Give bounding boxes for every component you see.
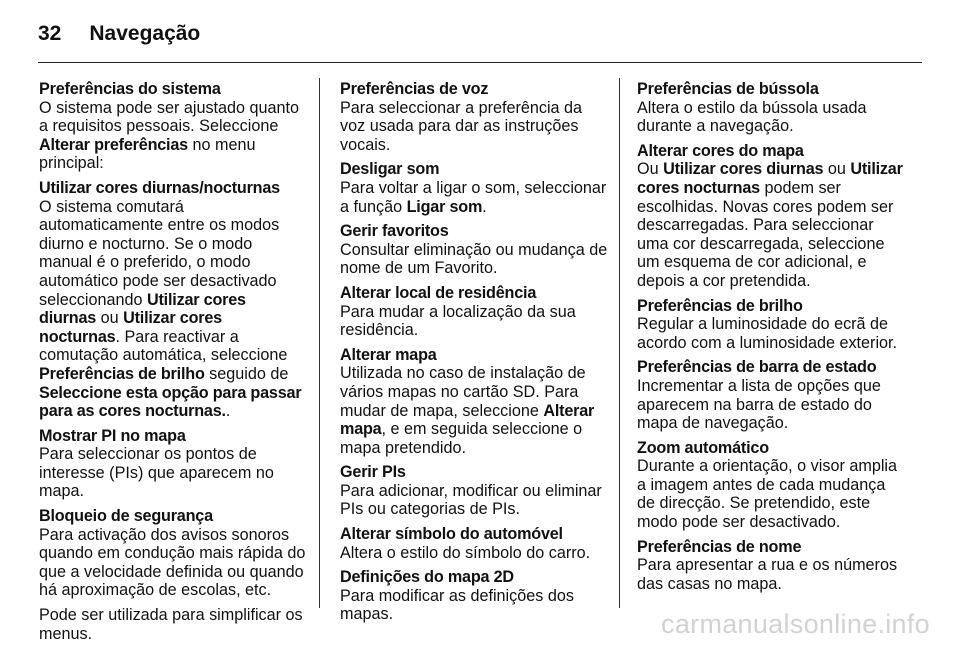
page-number: 32 bbox=[38, 22, 62, 45]
section-cores-diurnas-nocturnas bbox=[39, 179, 307, 421]
section-text: Altera o estilo da bússola usada durante a navegação. bbox=[637, 98, 867, 136]
text-run: . bbox=[482, 197, 487, 216]
section-text: Consultar eliminação ou mudança de nome de um Favorito. bbox=[340, 240, 608, 278]
text-run: , e em seguida seleccione o mapa pretendido. bbox=[340, 420, 583, 457]
text-run: Utilizada no caso de instalação de vários mapas no cartão SD. Para mudar de mapa, seleccione bbox=[340, 364, 586, 420]
page-title: Navegação bbox=[89, 22, 201, 45]
text-run: O sistema comutará automaticamente entre os modos diurno e nocturno. Se o modo manual é o preferido, o modo automático pode ser desactivado seleccionando bbox=[39, 197, 280, 309]
section-title: Utilizar cores diurnas/nocturnas bbox=[39, 178, 280, 197]
section-title: Alterar mapa bbox=[340, 345, 437, 364]
section-desligar-som bbox=[340, 160, 608, 216]
section-gerir-favoritos bbox=[340, 222, 608, 278]
bold-term: Utilizar cores nocturnas bbox=[39, 309, 222, 346]
section-title: Preferências de barra de estado bbox=[637, 358, 877, 377]
page-header bbox=[38, 16, 200, 52]
section-text: Para apresentar a rua e os números das casas no mapa. bbox=[637, 556, 898, 593]
section-title: Alterar símbolo do automóvel bbox=[340, 525, 563, 544]
section-gerir-pis bbox=[340, 463, 608, 519]
section-zoom-automatico bbox=[637, 439, 905, 532]
section-text bbox=[637, 160, 905, 290]
section-text: Para activação dos avisos sonoros quando em condução mais rápida do que a velocidade definida ou quando há aproximação de escolas, etc. bbox=[39, 525, 306, 600]
bold-term: Alterar preferências bbox=[39, 135, 188, 154]
text-run: podem ser escolhidas. Novas cores podem ser descarregadas. Para seleccionar uma cor descarregada, seleccione um esquema de cor adicional, e depois a cor pretendida. bbox=[637, 178, 894, 290]
section-title: Preferências de nome bbox=[637, 537, 802, 556]
section-bloqueio-seguranca bbox=[39, 507, 307, 600]
bold-term: Seleccione esta opção para passar para as cores nocturnas. bbox=[39, 383, 302, 421]
text-run: Ou bbox=[637, 160, 664, 179]
section-title: Desligar som bbox=[340, 160, 440, 179]
column-2 bbox=[340, 80, 608, 630]
section-title: Zoom automático bbox=[637, 438, 769, 457]
text-run: no menu principal: bbox=[39, 135, 256, 173]
bold-term: Utilizar cores diurnas bbox=[39, 290, 246, 328]
text-run: seguido de bbox=[204, 364, 289, 383]
text-run: O sistema pode ser ajustado quanto a requisitos pessoais. Seleccione bbox=[39, 98, 300, 136]
section-alterar-mapa bbox=[340, 346, 608, 458]
bold-term: Ligar som bbox=[406, 197, 483, 216]
bold-term: Utilizar cores nocturnas bbox=[637, 160, 903, 197]
section-text: Regular a luminosidade do ecrã de acordo com a luminosidade exterior. bbox=[637, 315, 898, 352]
section-mostrar-pi bbox=[39, 427, 307, 501]
section-text: Durante a orientação, o visor amplia a imagem antes de cada mudança de direcção. Se pretendido, este modo pode ser desactivado. bbox=[637, 457, 898, 532]
section-title: Bloqueio de segurança bbox=[39, 507, 213, 526]
column-divider-1 bbox=[319, 78, 320, 608]
section-preferencias-sistema bbox=[39, 80, 307, 173]
text-run: ou bbox=[96, 309, 124, 328]
section-text: Pode ser utilizada para simplificar os menus. bbox=[39, 606, 303, 643]
section-preferencias-voz bbox=[340, 80, 608, 154]
section-text bbox=[340, 364, 608, 457]
section-title: Gerir favoritos bbox=[340, 222, 449, 241]
section-mapa-2d bbox=[340, 568, 608, 624]
section-text: Para seleccionar a preferência da voz usada para dar as instruções vocais. bbox=[340, 98, 583, 154]
section-local-residencia bbox=[340, 284, 608, 340]
section-title: Preferências de brilho bbox=[637, 296, 803, 315]
text-run: . Para reactivar a comutação automática, seleccione bbox=[39, 327, 288, 365]
bold-term: Alterar mapa bbox=[340, 401, 595, 439]
section-title: Preferências do sistema bbox=[39, 80, 221, 98]
section-text: Para adicionar, modificar ou eliminar PIs ou categorias de PIs. bbox=[340, 481, 602, 519]
section-text: Para mudar a localização da sua residência. bbox=[340, 302, 576, 340]
section-text bbox=[340, 179, 608, 216]
section-brilho bbox=[637, 297, 905, 353]
section-simbolo-automovel bbox=[340, 525, 608, 562]
section-title: Alterar local de residência bbox=[340, 283, 537, 302]
section-title: Preferências de voz bbox=[340, 80, 489, 98]
section-text: Para seleccionar os pontos de interesse (PIs) que aparecem no mapa. bbox=[39, 445, 274, 501]
bold-term: Preferências de brilho bbox=[39, 364, 205, 383]
text-run: ou bbox=[823, 160, 851, 179]
section-text: Altera o estilo do símbolo do carro. bbox=[340, 543, 591, 562]
section-title: Mostrar PI no mapa bbox=[39, 426, 186, 445]
section-text bbox=[39, 198, 307, 421]
section-preferencias-nome bbox=[637, 538, 905, 594]
text-run: . bbox=[225, 402, 231, 421]
section-title: Alterar cores do mapa bbox=[637, 141, 804, 160]
watermark: carmanualsonline.info bbox=[661, 609, 930, 639]
section-title: Definições do mapa 2D bbox=[340, 568, 514, 587]
column-1 bbox=[39, 80, 307, 649]
section-text: Para modificar as definições dos mapas. bbox=[340, 586, 574, 624]
section-cores-mapa bbox=[637, 142, 905, 291]
header-rule bbox=[38, 62, 922, 63]
bold-term: Utilizar cores diurnas bbox=[663, 160, 824, 179]
column-3 bbox=[637, 80, 905, 599]
section-title: Gerir PIs bbox=[340, 463, 406, 482]
column-divider-2 bbox=[619, 78, 620, 608]
section-text: Incrementar a lista de opções que aparecem na barra de estado do mapa de navegação. bbox=[637, 376, 881, 433]
section-barra-estado bbox=[637, 358, 905, 432]
section-title: Preferências de bússola bbox=[637, 80, 819, 98]
section-note bbox=[39, 606, 307, 643]
text-run: Para voltar a ligar o som, seleccionar a função bbox=[340, 178, 607, 216]
section-bussola bbox=[637, 80, 905, 136]
section-text bbox=[39, 99, 307, 173]
